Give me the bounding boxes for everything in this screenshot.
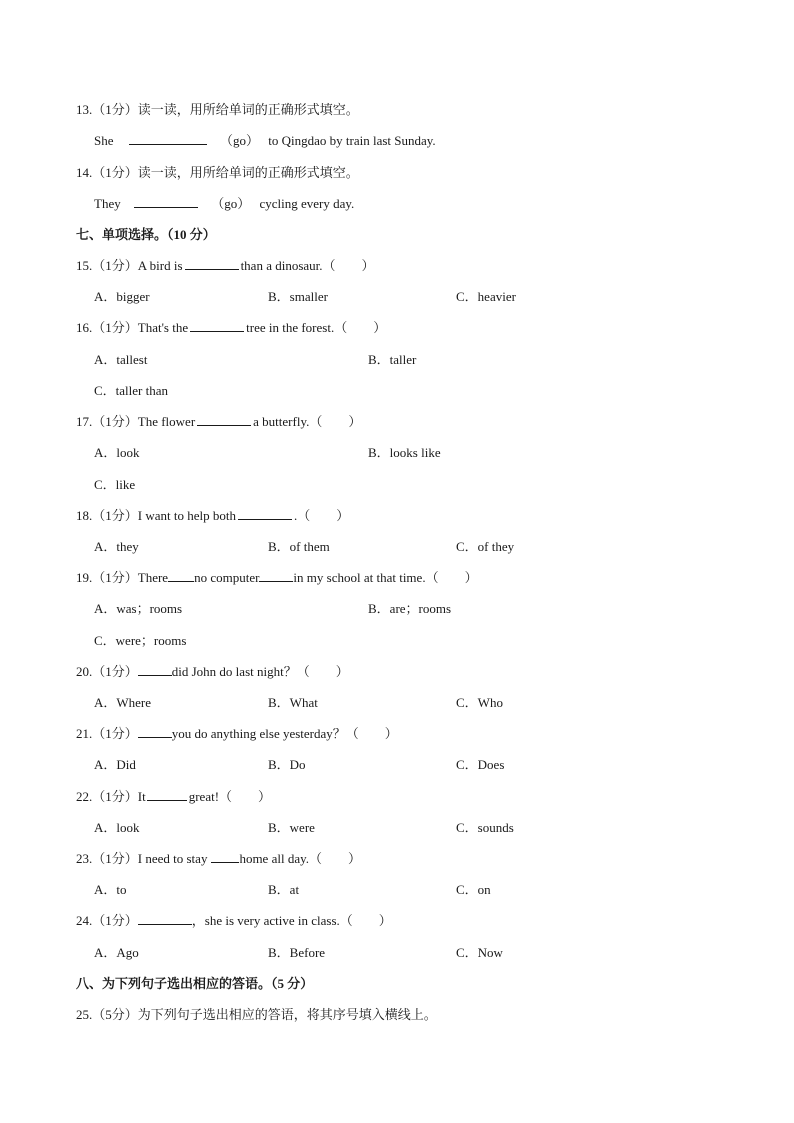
option-b[interactable]: B．What bbox=[268, 695, 318, 710]
question-text-after: than a dinosaur. bbox=[240, 258, 323, 273]
question-text-after: . bbox=[293, 508, 298, 523]
option-c[interactable]: C．on bbox=[456, 882, 491, 897]
answer-blank bbox=[138, 912, 192, 925]
question-20 bbox=[76, 663, 349, 681]
question-points: （1分） bbox=[92, 664, 138, 679]
question-13-sentence bbox=[94, 132, 436, 150]
question-21 bbox=[76, 725, 398, 743]
question-number: 25. bbox=[76, 1007, 93, 1022]
question-points: （1分） bbox=[92, 320, 138, 335]
section-8-title: 八、为下列句子选出相应的答语。（5 分） bbox=[76, 976, 314, 991]
answer-blank bbox=[185, 257, 239, 270]
question-number: 18. bbox=[76, 508, 93, 523]
question-23 bbox=[76, 850, 361, 868]
question-points: （5分） bbox=[92, 1007, 138, 1022]
question-points: （1分） bbox=[92, 570, 138, 585]
option-b[interactable]: B．at bbox=[268, 882, 300, 897]
question-text-after: great! bbox=[188, 789, 220, 804]
question-instruction: 读一读，用所给单词的正确形式填空。 bbox=[137, 102, 359, 117]
question-14 bbox=[76, 164, 359, 182]
question-text-before: A bird is bbox=[137, 258, 183, 273]
question-points: （1分） bbox=[92, 258, 138, 273]
question-number: 24. bbox=[76, 913, 93, 928]
question-15 bbox=[76, 257, 375, 275]
question-points: （1分） bbox=[92, 789, 138, 804]
question-number: 17. bbox=[76, 414, 93, 429]
question-number: 13. bbox=[76, 102, 93, 117]
answer-parentheses[interactable]: （ ） bbox=[309, 851, 362, 866]
option-a[interactable]: A．look bbox=[94, 445, 140, 460]
question-number: 19. bbox=[76, 570, 93, 585]
answer-blank bbox=[190, 319, 244, 332]
question-points: （1分） bbox=[92, 726, 138, 741]
option-b[interactable]: B．were bbox=[268, 820, 315, 835]
option-a[interactable]: A．look bbox=[94, 820, 140, 835]
question-17 bbox=[76, 413, 361, 431]
question-points: （1分） bbox=[92, 165, 138, 180]
question-text-part1: There bbox=[137, 570, 169, 585]
answer-blank bbox=[259, 569, 293, 582]
option-a[interactable]: A．Did bbox=[94, 757, 136, 772]
verb-hint: （go） bbox=[220, 133, 260, 148]
answer-blank bbox=[138, 725, 172, 738]
answer-parentheses[interactable]: （ ） bbox=[345, 726, 398, 741]
option-a[interactable]: A．bigger bbox=[94, 289, 150, 304]
question-number: 20. bbox=[76, 664, 93, 679]
answer-blank bbox=[238, 507, 292, 520]
question-number: 16. bbox=[76, 320, 93, 335]
question-13 bbox=[76, 101, 359, 119]
option-c[interactable]: C．like bbox=[94, 477, 136, 492]
question-text-before: The flower bbox=[137, 414, 196, 429]
question-number: 15. bbox=[76, 258, 93, 273]
question-25 bbox=[76, 1006, 437, 1024]
question-number: 21. bbox=[76, 726, 93, 741]
option-a[interactable]: A．Where bbox=[94, 695, 152, 710]
sentence-rest: to Qingdao by train last Sunday. bbox=[268, 133, 436, 148]
option-b[interactable]: B．of them bbox=[268, 539, 330, 554]
question-points: （1分） bbox=[92, 508, 138, 523]
option-a[interactable]: A．they bbox=[94, 539, 139, 554]
option-b[interactable]: B．Do bbox=[268, 757, 306, 772]
question-18 bbox=[76, 507, 349, 525]
question-14-sentence bbox=[94, 195, 354, 213]
question-points: （1分） bbox=[92, 851, 138, 866]
option-b[interactable]: B．Before bbox=[268, 945, 326, 960]
option-c[interactable]: C．of they bbox=[456, 539, 515, 554]
option-c[interactable]: C．were；rooms bbox=[94, 633, 187, 648]
answer-blank bbox=[168, 569, 194, 582]
answer-parentheses[interactable]: （ ） bbox=[219, 789, 272, 804]
question-text-after: ，she is very active in class. bbox=[191, 913, 340, 928]
question-text-before: It bbox=[137, 789, 146, 804]
question-text-after: a butterfly. bbox=[253, 414, 310, 429]
answer-parentheses[interactable]: （ ） bbox=[309, 414, 362, 429]
option-b[interactable]: B．taller bbox=[368, 352, 417, 367]
question-text-before: I need to stay bbox=[137, 851, 208, 866]
question-text-after: home all day. bbox=[239, 851, 309, 866]
question-text-before: I want to help both bbox=[137, 508, 236, 523]
option-b[interactable]: B．are；rooms bbox=[368, 601, 452, 616]
sentence-rest: cycling every day. bbox=[259, 196, 355, 211]
question-number: 14. bbox=[76, 165, 93, 180]
question-text-after: did John do last night？ bbox=[171, 664, 297, 679]
option-a[interactable]: A．Ago bbox=[94, 945, 139, 960]
option-b[interactable]: B．smaller bbox=[268, 289, 328, 304]
option-c[interactable]: C．sounds bbox=[456, 820, 514, 835]
question-text-after: you do anything else yesterday？ bbox=[171, 726, 346, 741]
option-c[interactable]: C．Does bbox=[456, 757, 505, 772]
question-points: （1分） bbox=[92, 913, 138, 928]
question-points: （1分） bbox=[92, 102, 138, 117]
question-19 bbox=[76, 569, 478, 587]
answer-parentheses[interactable]: （ ） bbox=[296, 664, 349, 679]
question-24 bbox=[76, 912, 392, 930]
answer-blank bbox=[147, 788, 187, 801]
answer-parentheses[interactable]: （ ） bbox=[339, 913, 392, 928]
question-text-part3: in my school at that time. bbox=[293, 570, 426, 585]
question-instruction: 读一读，用所给单词的正确形式填空。 bbox=[137, 165, 359, 180]
question-text-part2: no computer bbox=[194, 570, 260, 585]
option-b[interactable]: B．looks like bbox=[368, 445, 441, 460]
verb-hint: （go） bbox=[211, 196, 251, 211]
option-c[interactable]: C．Who bbox=[456, 695, 503, 710]
answer-blank bbox=[138, 663, 172, 676]
question-text-before: That's the bbox=[137, 320, 189, 335]
answer-parentheses[interactable]: （ ） bbox=[425, 570, 478, 585]
option-c[interactable]: C．Now bbox=[456, 945, 503, 960]
question-points: （1分） bbox=[92, 414, 138, 429]
answer-blank[interactable] bbox=[134, 195, 198, 208]
option-a[interactable]: A．tallest bbox=[94, 352, 148, 367]
question-number: 23. bbox=[76, 851, 93, 866]
answer-parentheses[interactable]: （ ） bbox=[322, 258, 375, 273]
option-c[interactable]: C．heavier bbox=[456, 289, 516, 304]
option-c[interactable]: C．taller than bbox=[94, 383, 169, 398]
sentence-subject: They bbox=[94, 196, 121, 211]
question-22 bbox=[76, 788, 271, 806]
sentence-subject: She bbox=[94, 133, 114, 148]
answer-blank bbox=[211, 850, 239, 863]
question-instruction: 为下列句子选出相应的答语，将其序号填入横线上。 bbox=[137, 1007, 437, 1022]
option-a[interactable]: A．to bbox=[94, 882, 127, 897]
answer-parentheses[interactable]: （ ） bbox=[334, 320, 387, 335]
section-7-title: 七、单项选择。（10 分） bbox=[76, 227, 216, 242]
answer-blank[interactable] bbox=[129, 132, 207, 145]
answer-blank bbox=[197, 413, 251, 426]
option-a[interactable]: A．was；rooms bbox=[94, 601, 183, 616]
question-text-after: tree in the forest. bbox=[246, 320, 335, 335]
question-number: 22. bbox=[76, 789, 93, 804]
answer-parentheses[interactable]: （ ） bbox=[297, 508, 350, 523]
question-16 bbox=[76, 319, 386, 337]
